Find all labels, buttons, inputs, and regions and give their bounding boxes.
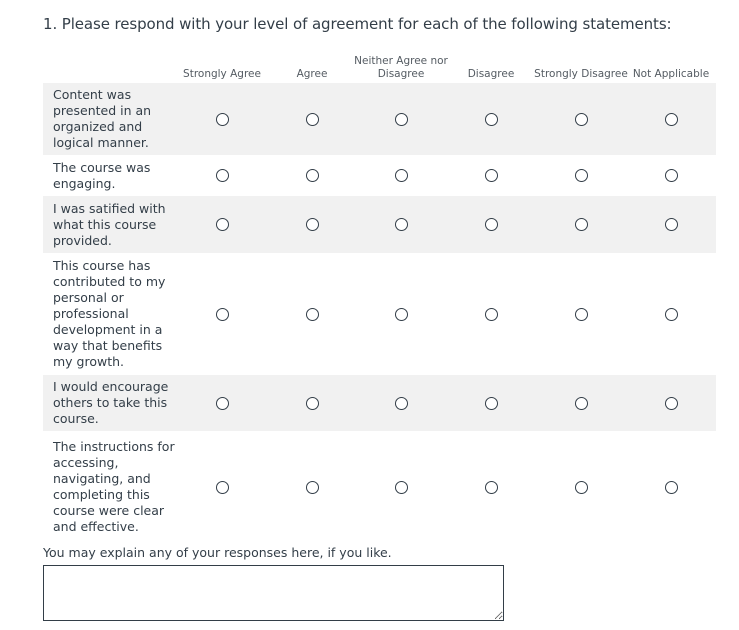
column-header-5: Strongly Disagree [534,68,628,80]
radio-option-5[interactable] [575,481,588,494]
radio-option-1[interactable] [216,308,229,321]
radio-option-4[interactable] [485,169,498,182]
row-label: The course was engaging. [53,159,151,191]
radio-option-2[interactable] [306,113,319,126]
radio-option-4[interactable] [485,218,498,231]
radio-option-2[interactable] [306,169,319,182]
radio-option-6[interactable] [665,218,678,231]
radio-option-2[interactable] [306,397,319,410]
matrix-row [43,431,716,543]
row-label: The instructions for accessing, navigating, and completing this course were clear and effective. [53,439,175,534]
radio-option-2[interactable] [306,481,319,494]
explain-textarea[interactable] [43,565,504,621]
radio-option-5[interactable] [575,308,588,321]
column-header-3: Neither Agree nor Disagree [354,55,448,80]
radio-option-4[interactable] [485,397,498,410]
radio-option-3[interactable] [395,113,408,126]
radio-option-1[interactable] [216,481,229,494]
radio-option-3[interactable] [395,308,408,321]
question-title: 1. Please respond with your level of agreement for each of the following statements: [43,15,672,33]
radio-option-6[interactable] [665,113,678,126]
matrix-row [43,155,716,196]
radio-option-3[interactable] [395,218,408,231]
row-label: Content was presented in an organized and logical manner. [53,87,152,150]
radio-option-3[interactable] [395,481,408,494]
matrix-row [43,196,716,253]
radio-option-1[interactable] [216,397,229,410]
radio-option-4[interactable] [485,113,498,126]
row-label: I would encourage others to take this course. [53,379,169,426]
column-header-6: Not Applicable [632,68,710,80]
radio-option-3[interactable] [395,397,408,410]
matrix-row [43,83,716,155]
radio-option-6[interactable] [665,481,678,494]
radio-option-5[interactable] [575,397,588,410]
column-header-2: Agree [296,68,328,80]
matrix-row [43,253,716,375]
row-label: This course has contributed to my personal or professional development in a way that benefits my growth. [53,258,166,369]
radio-option-6[interactable] [665,169,678,182]
radio-option-1[interactable] [216,113,229,126]
explain-label: You may explain any of your responses here, if you like. [43,545,392,560]
radio-option-5[interactable] [575,169,588,182]
radio-option-3[interactable] [395,169,408,182]
row-label: I was satified with what this course provided. [53,200,166,248]
column-header-4: Disagree [467,68,515,80]
radio-option-1[interactable] [216,218,229,231]
radio-option-2[interactable] [306,218,319,231]
matrix-row [43,375,716,431]
radio-option-6[interactable] [665,308,678,321]
radio-option-5[interactable] [575,113,588,126]
radio-option-4[interactable] [485,481,498,494]
radio-option-6[interactable] [665,397,678,410]
radio-option-4[interactable] [485,308,498,321]
radio-option-2[interactable] [306,308,319,321]
column-header-1: Strongly Agree [183,68,261,80]
radio-option-1[interactable] [216,169,229,182]
radio-option-5[interactable] [575,218,588,231]
